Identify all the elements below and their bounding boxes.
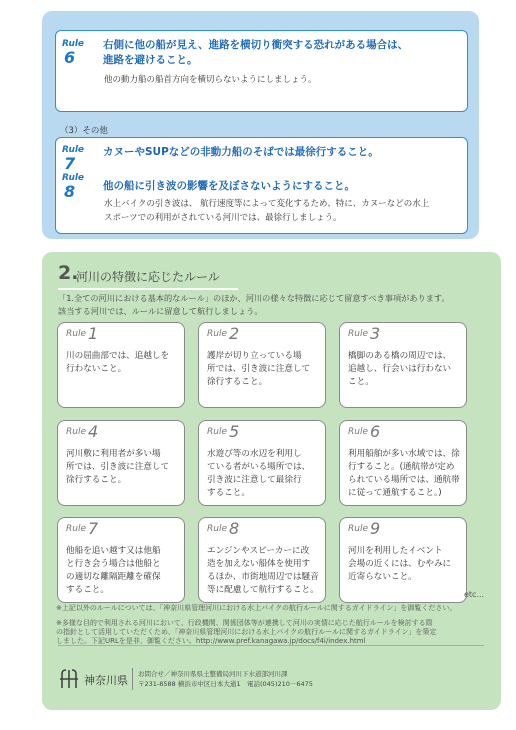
- rule-card-6: [339, 420, 467, 506]
- section-2-underline: [58, 288, 238, 290]
- card-line: すること。: [66, 585, 109, 595]
- card-text: [348, 350, 460, 389]
- card-line: 近寄らないこと。: [348, 572, 417, 582]
- card-line: 橋脚のある橋の周辺では、: [348, 351, 452, 361]
- card-line: 河川を利用したイベント: [348, 546, 443, 556]
- rule-7-tag: Rule: [62, 145, 85, 155]
- note-1: ※上記以外のルールについては、「神奈川県管理河川における水上バイクの航行ルールに関するガイドライン」を御覧ください。: [56, 604, 457, 612]
- kanagawa-emblem-icon: [58, 668, 80, 690]
- rule-7-number: 7: [64, 154, 76, 173]
- card-tag: Rule: [66, 427, 86, 437]
- card-line: 引き波に注意して最徐行: [207, 475, 302, 485]
- intro-line-2: 該当する河川では、ルールに留意して航行しましょう。: [58, 306, 263, 316]
- footer-separator: [132, 668, 133, 690]
- rule-8-heading: 他の船に引き波の影響を及ぼさないようにすること。: [103, 180, 355, 192]
- card-line: 護岸が切り立っている場: [207, 351, 302, 361]
- rule-card-7: [57, 517, 185, 603]
- rule-card-5: [198, 420, 326, 506]
- rule-card-8: [198, 517, 326, 603]
- card-line: ている者がいる場所では、: [207, 462, 311, 472]
- intro-line-1: 「1.全ての河川における基本的なルール」のほか、河川の様々な特徴に応じて留意すべき事項があります。: [58, 293, 450, 303]
- card-text: [207, 545, 319, 597]
- card-line: に従って通航すること。): [348, 488, 442, 498]
- card-number: 1: [88, 324, 99, 343]
- rule-card-2: [198, 322, 326, 408]
- card-line: 等に配慮して航行すること。: [207, 585, 319, 595]
- rule-card-4: [57, 420, 185, 506]
- section-2-number: 2.: [58, 262, 79, 284]
- section-label-other: （3）その他: [60, 126, 108, 136]
- card-line: の適切な離隔距離を確保: [66, 572, 161, 582]
- card-line: 水遊び等の水辺を利用し: [207, 449, 302, 459]
- card-line: と行き会う場合は他船と: [66, 559, 161, 569]
- card-tag: Rule: [348, 427, 368, 437]
- card-line: 河川敷に利用者が多い場: [66, 449, 161, 459]
- rule-6-tag: Rule: [62, 39, 85, 49]
- rule-7-heading: カヌーやSUPなどの非動力船のそばでは最徐行すること。: [103, 146, 379, 158]
- card-number: 7: [88, 519, 99, 538]
- note-2-line-2: の指針として活用していただくため、「神奈川県管理河川における水上バイクの航行ルールに関するガイドライン」を策定: [56, 628, 437, 636]
- card-line: 徐行すること。: [207, 377, 268, 387]
- card-line: るほか、市街地周辺では騒音: [207, 572, 319, 582]
- card-tag: Rule: [207, 427, 227, 437]
- card-text: [207, 350, 319, 389]
- prefecture-name: 神奈川県: [84, 674, 128, 687]
- card-line: 行すること。(通航帯が定め: [348, 462, 455, 472]
- card-number: 4: [88, 422, 99, 441]
- rule-8-tag: Rule: [62, 173, 85, 183]
- rule-8-body-line-1: 水上バイクの引き波は、 航行速度等によって変化するため、特に、カヌーなどの水上: [104, 199, 430, 209]
- rule-card-1: [57, 322, 185, 408]
- card-text: [66, 545, 178, 597]
- note-2-line-1: ※多様な目的で利用される河川において、行政機関、関係団体等が連携して河川の実情に応じた航行ルールを検討する際: [56, 619, 433, 627]
- card-line: 利用船舶が多い水域では、徐: [348, 449, 460, 459]
- card-line: 造を加えない船体を使用す: [207, 559, 311, 569]
- card-text: [348, 545, 460, 584]
- card-text: [207, 448, 319, 500]
- etc-label: etc...: [464, 590, 485, 599]
- rule-6-number: 6: [64, 48, 76, 67]
- card-number: 5: [229, 422, 240, 441]
- card-line: エンジンやスピーカーに改: [207, 546, 310, 556]
- rule-6-heading-line-1: 右側に他の船が見え、進路を横切り衝突する恐れがある場合は、: [103, 39, 409, 51]
- card-tag: Rule: [66, 524, 86, 534]
- rule-6-body: 他の動力船の船首方向を横切らないようにしましょう。: [104, 75, 317, 85]
- card-line: 追越し、行会いは行わない: [348, 364, 452, 374]
- card-text: [348, 448, 460, 500]
- rule-card-3: [339, 322, 467, 408]
- card-line: すること。: [207, 488, 250, 498]
- card-line: 会場の近くには、むやみに: [348, 559, 452, 569]
- card-number: 9: [370, 519, 381, 538]
- card-line: こと。: [348, 377, 374, 387]
- rule-6-heading-line-2: 進路を避けること。: [103, 54, 198, 66]
- rule-8-body-line-2: スポーツでの利用がされている河川では、最徐行しましょう。: [104, 213, 342, 223]
- card-tag: Rule: [348, 329, 368, 339]
- rule-card-9: [339, 517, 467, 603]
- contact-line-2: 〒231-8588 横浜市中区日本大通1 電話(045)210－6475: [138, 680, 313, 688]
- rule-8-number: 8: [64, 182, 76, 201]
- card-tag: Rule: [348, 524, 368, 534]
- card-line: 所では、引き波に注意して: [66, 462, 170, 472]
- card-number: 3: [370, 324, 381, 343]
- card-tag: Rule: [207, 329, 227, 339]
- section-2-title: 河川の特徴に応じたルール: [76, 270, 220, 284]
- card-tag: Rule: [207, 524, 227, 534]
- card-text: [66, 448, 178, 487]
- card-line: 他船を追い越す又は他船: [66, 546, 161, 556]
- card-tag: Rule: [66, 329, 86, 339]
- note-2-line-3: しました。下記URLを是非、御覧ください。http://www.pref.kanagawa.jp/docs/f4i/index.html: [56, 637, 366, 645]
- card-text: [66, 350, 178, 376]
- footer-divider: [58, 645, 484, 646]
- card-number: 8: [229, 519, 240, 538]
- card-line: 行わないこと。: [66, 364, 127, 374]
- card-number: 2: [229, 324, 240, 343]
- card-line: 川の屈曲部では、追越しを: [66, 351, 170, 361]
- section-2-intro: [58, 292, 483, 318]
- card-number: 6: [370, 422, 381, 441]
- card-line: られている場所では、通航帯: [348, 475, 460, 485]
- card-line: 徐行すること。: [66, 475, 127, 485]
- contact-line-1: お問合せ／神奈川県県土整備局河川下水道部河川課: [138, 670, 288, 678]
- card-line: 所では、引き波に注意して: [207, 364, 311, 374]
